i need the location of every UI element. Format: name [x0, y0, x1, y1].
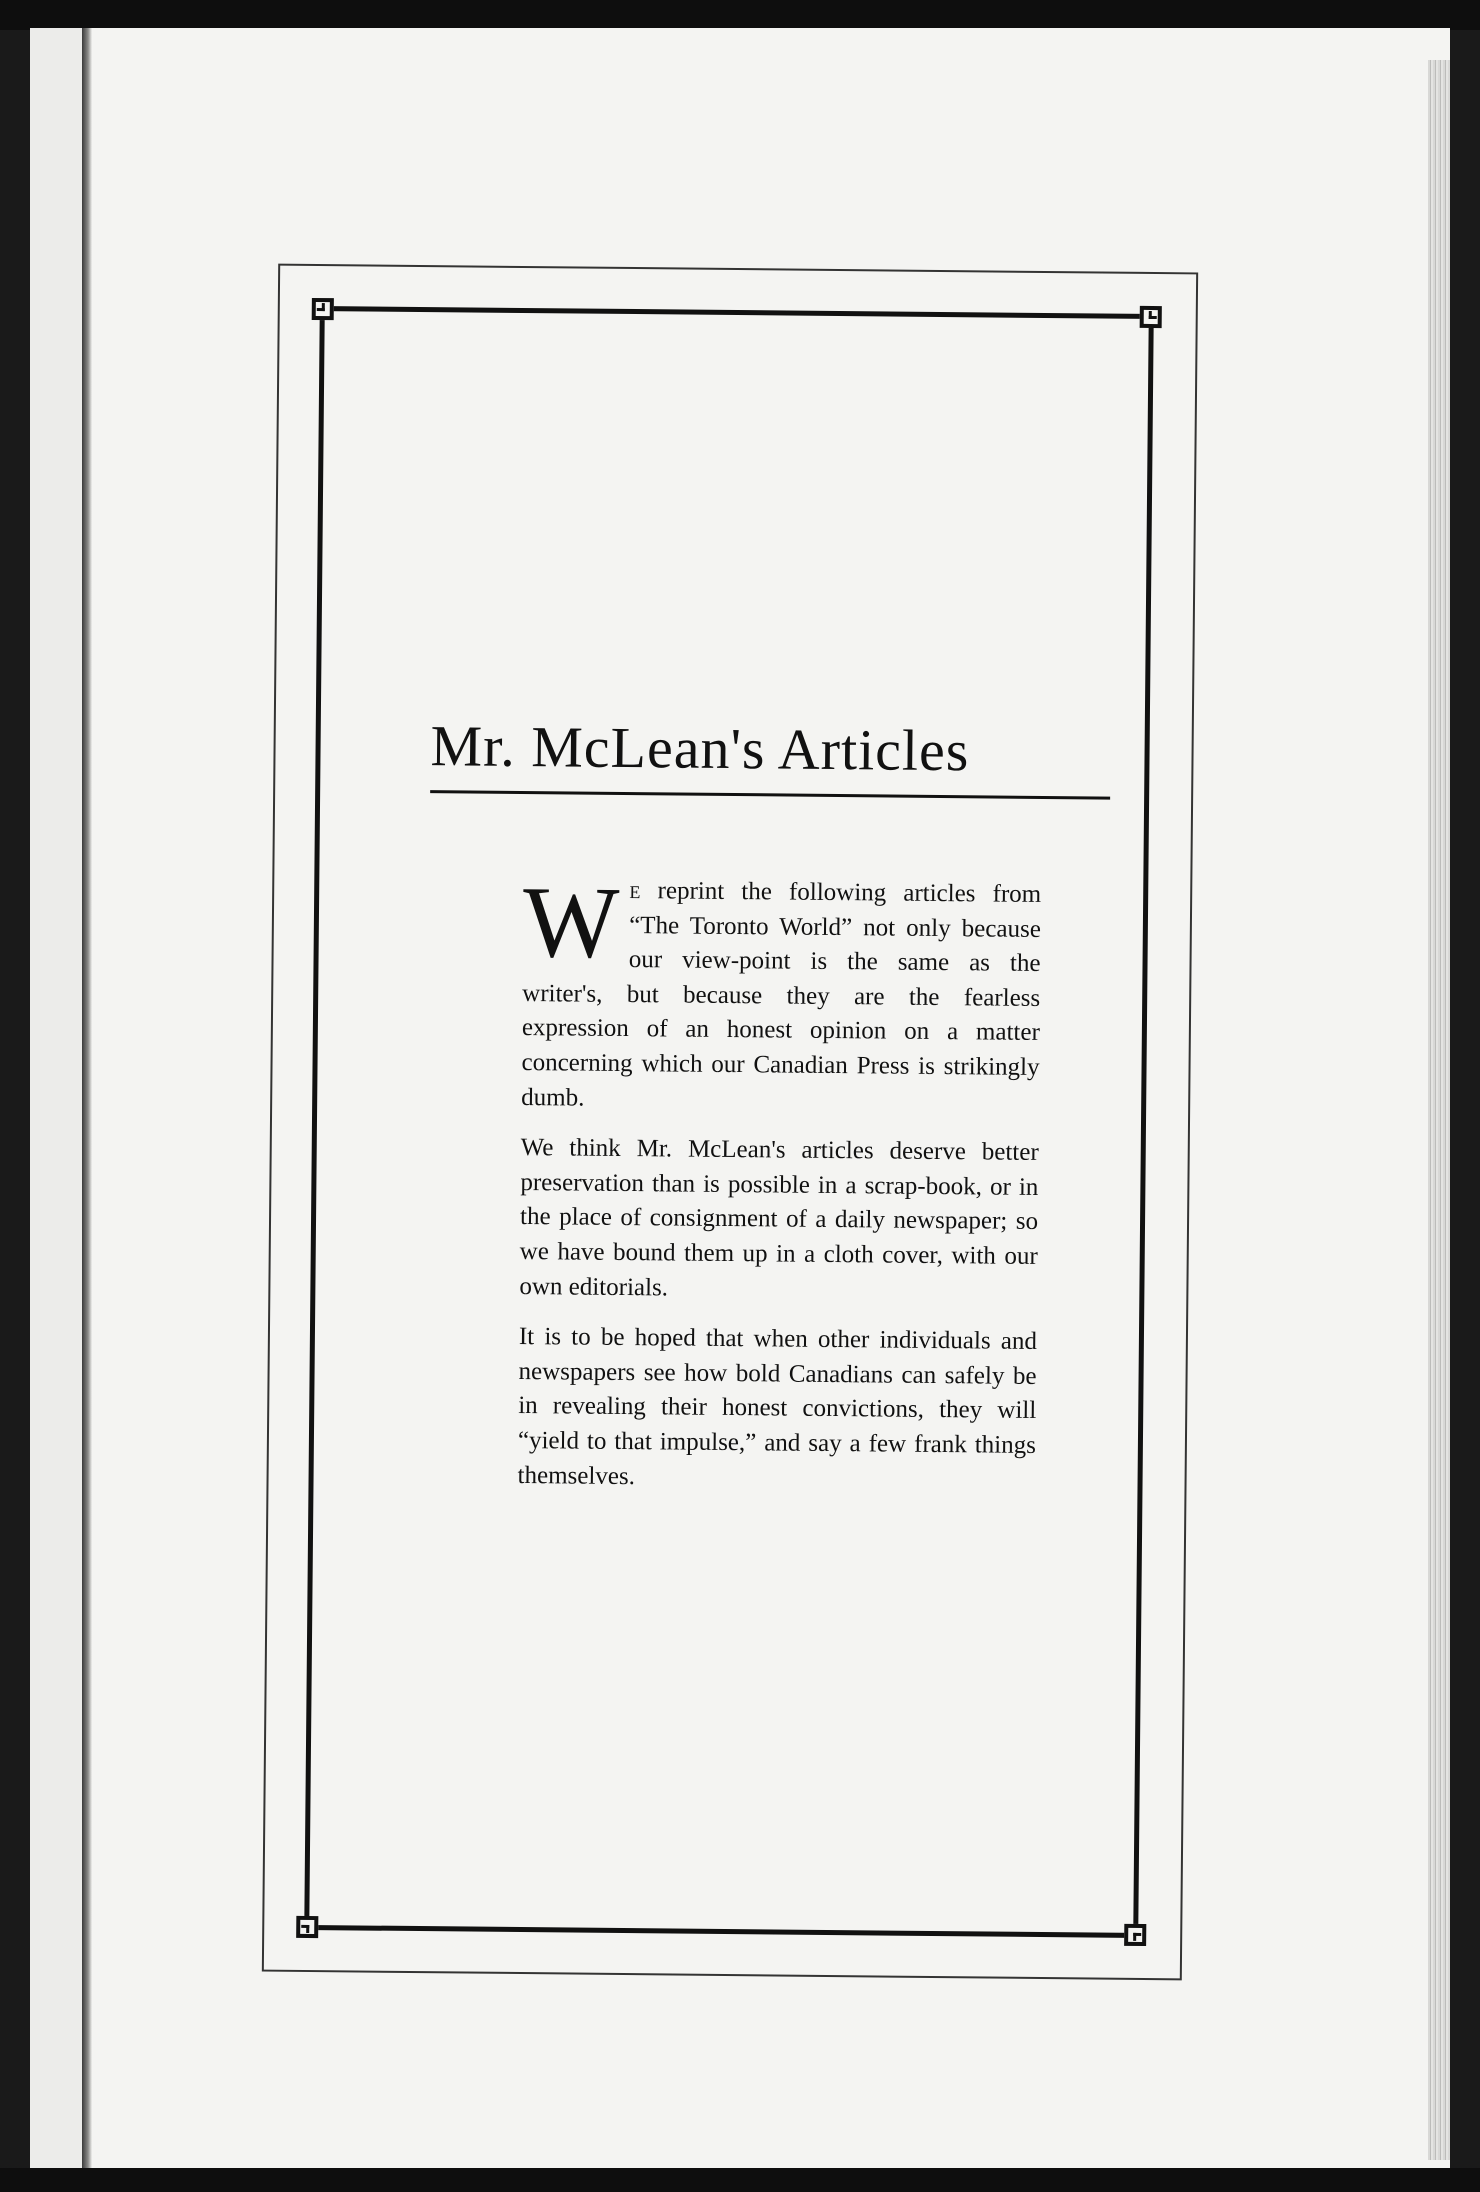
corner-ornament-bottom-left: [296, 1916, 318, 1938]
corner-ornament-top-right: [1140, 306, 1162, 328]
drop-cap: W: [522, 866, 620, 980]
corner-ornament-top-left: [312, 298, 334, 320]
scan-top-border: [0, 0, 1480, 30]
left-page-leaf: [30, 28, 82, 2168]
paragraph-1-text: reprint the following articles from “The Toronto World” not only because our view-point is the same as the writer's, but because they are the fearless expression of an honest opinion on a matter concerning which our Canadian Press is strikingly dumb.: [521, 877, 1042, 1112]
scan-bottom-border: [0, 2168, 1480, 2192]
paragraph-2: We think Mr. McLean's articles deserve better preservation than is possible in a scrap-book, or in the place of consignment of a daily newspaper; so we have bound them up in a cloth cover, with our own editorials.: [519, 1134, 1039, 1301]
paragraph-1: [521, 866, 1042, 1120]
paragraph-3: It is to be hoped that when other individuals and newspapers see how bold Canadians can safely be in revealing their honest convictions, they will “yield to that impulse,” and say a few frank things themselves.: [517, 1323, 1038, 1490]
corner-ornament-bottom-right: [1124, 1924, 1146, 1946]
outer-frame: [262, 264, 1198, 1981]
page-edges: [1428, 60, 1450, 2160]
article-body: [517, 866, 1042, 1514]
page-title: Mr. McLean's Articles: [430, 713, 970, 784]
book-spine-shadow: [82, 28, 92, 2168]
drop-cap-continuation: e: [629, 877, 641, 905]
inner-frame: [304, 306, 1154, 1938]
title-underline: [430, 790, 1110, 800]
